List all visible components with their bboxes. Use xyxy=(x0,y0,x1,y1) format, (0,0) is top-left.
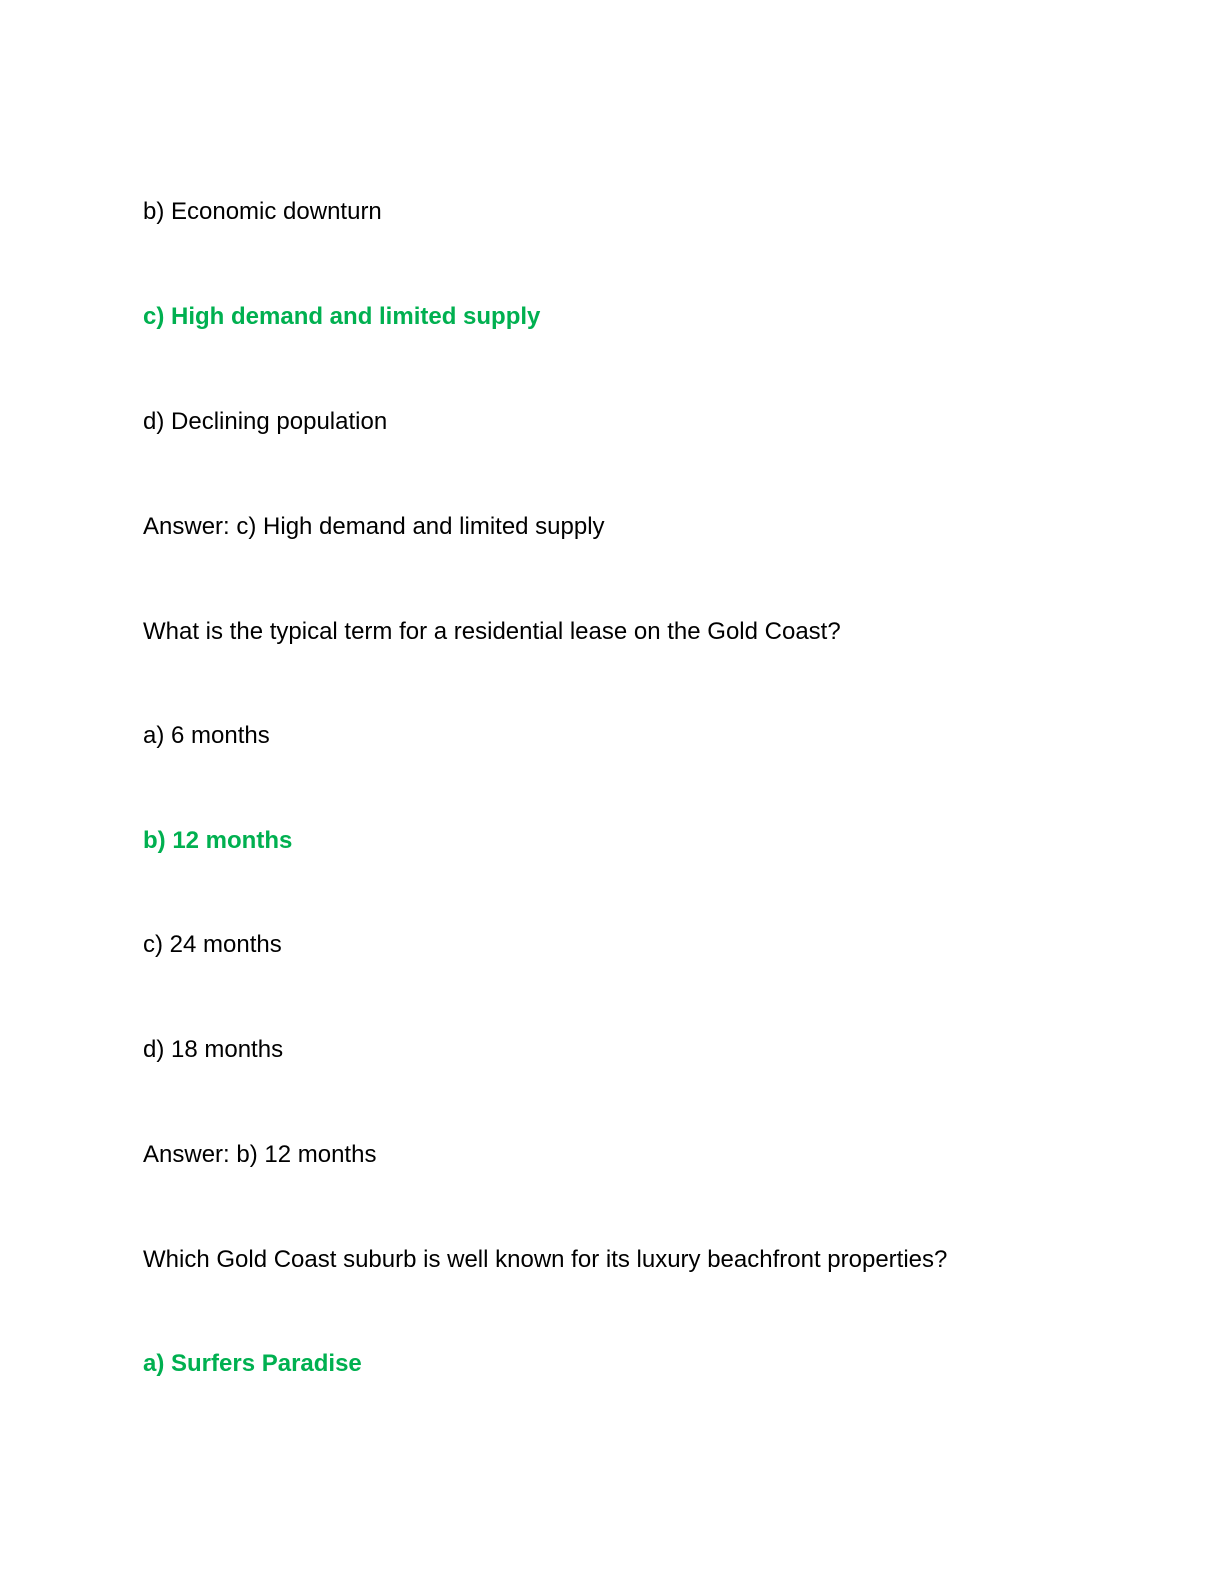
question-lease-term: What is the typical term for a residential lease on the Gold Coast? xyxy=(143,618,841,645)
question-luxury-suburb: Which Gold Coast suburb is well known for its luxury beachfront properties? xyxy=(143,1246,948,1273)
option-b-12-months-correct: b) 12 months xyxy=(143,827,293,854)
answer-line-1: Answer: c) High demand and limited supply xyxy=(143,513,605,540)
option-d-18-months: d) 18 months xyxy=(143,1036,284,1063)
option-d-declining-population: d) Declining population xyxy=(143,408,388,435)
option-a-6-months: a) 6 months xyxy=(143,722,270,749)
option-a-surfers-paradise-correct: a) Surfers Paradise xyxy=(143,1350,362,1377)
option-c-high-demand-correct: c) High demand and limited supply xyxy=(143,303,541,330)
option-b-economic-downturn: b) Economic downturn xyxy=(143,198,382,225)
answer-line-2: Answer: b) 12 months xyxy=(143,1141,377,1168)
option-c-24-months: c) 24 months xyxy=(143,931,282,958)
